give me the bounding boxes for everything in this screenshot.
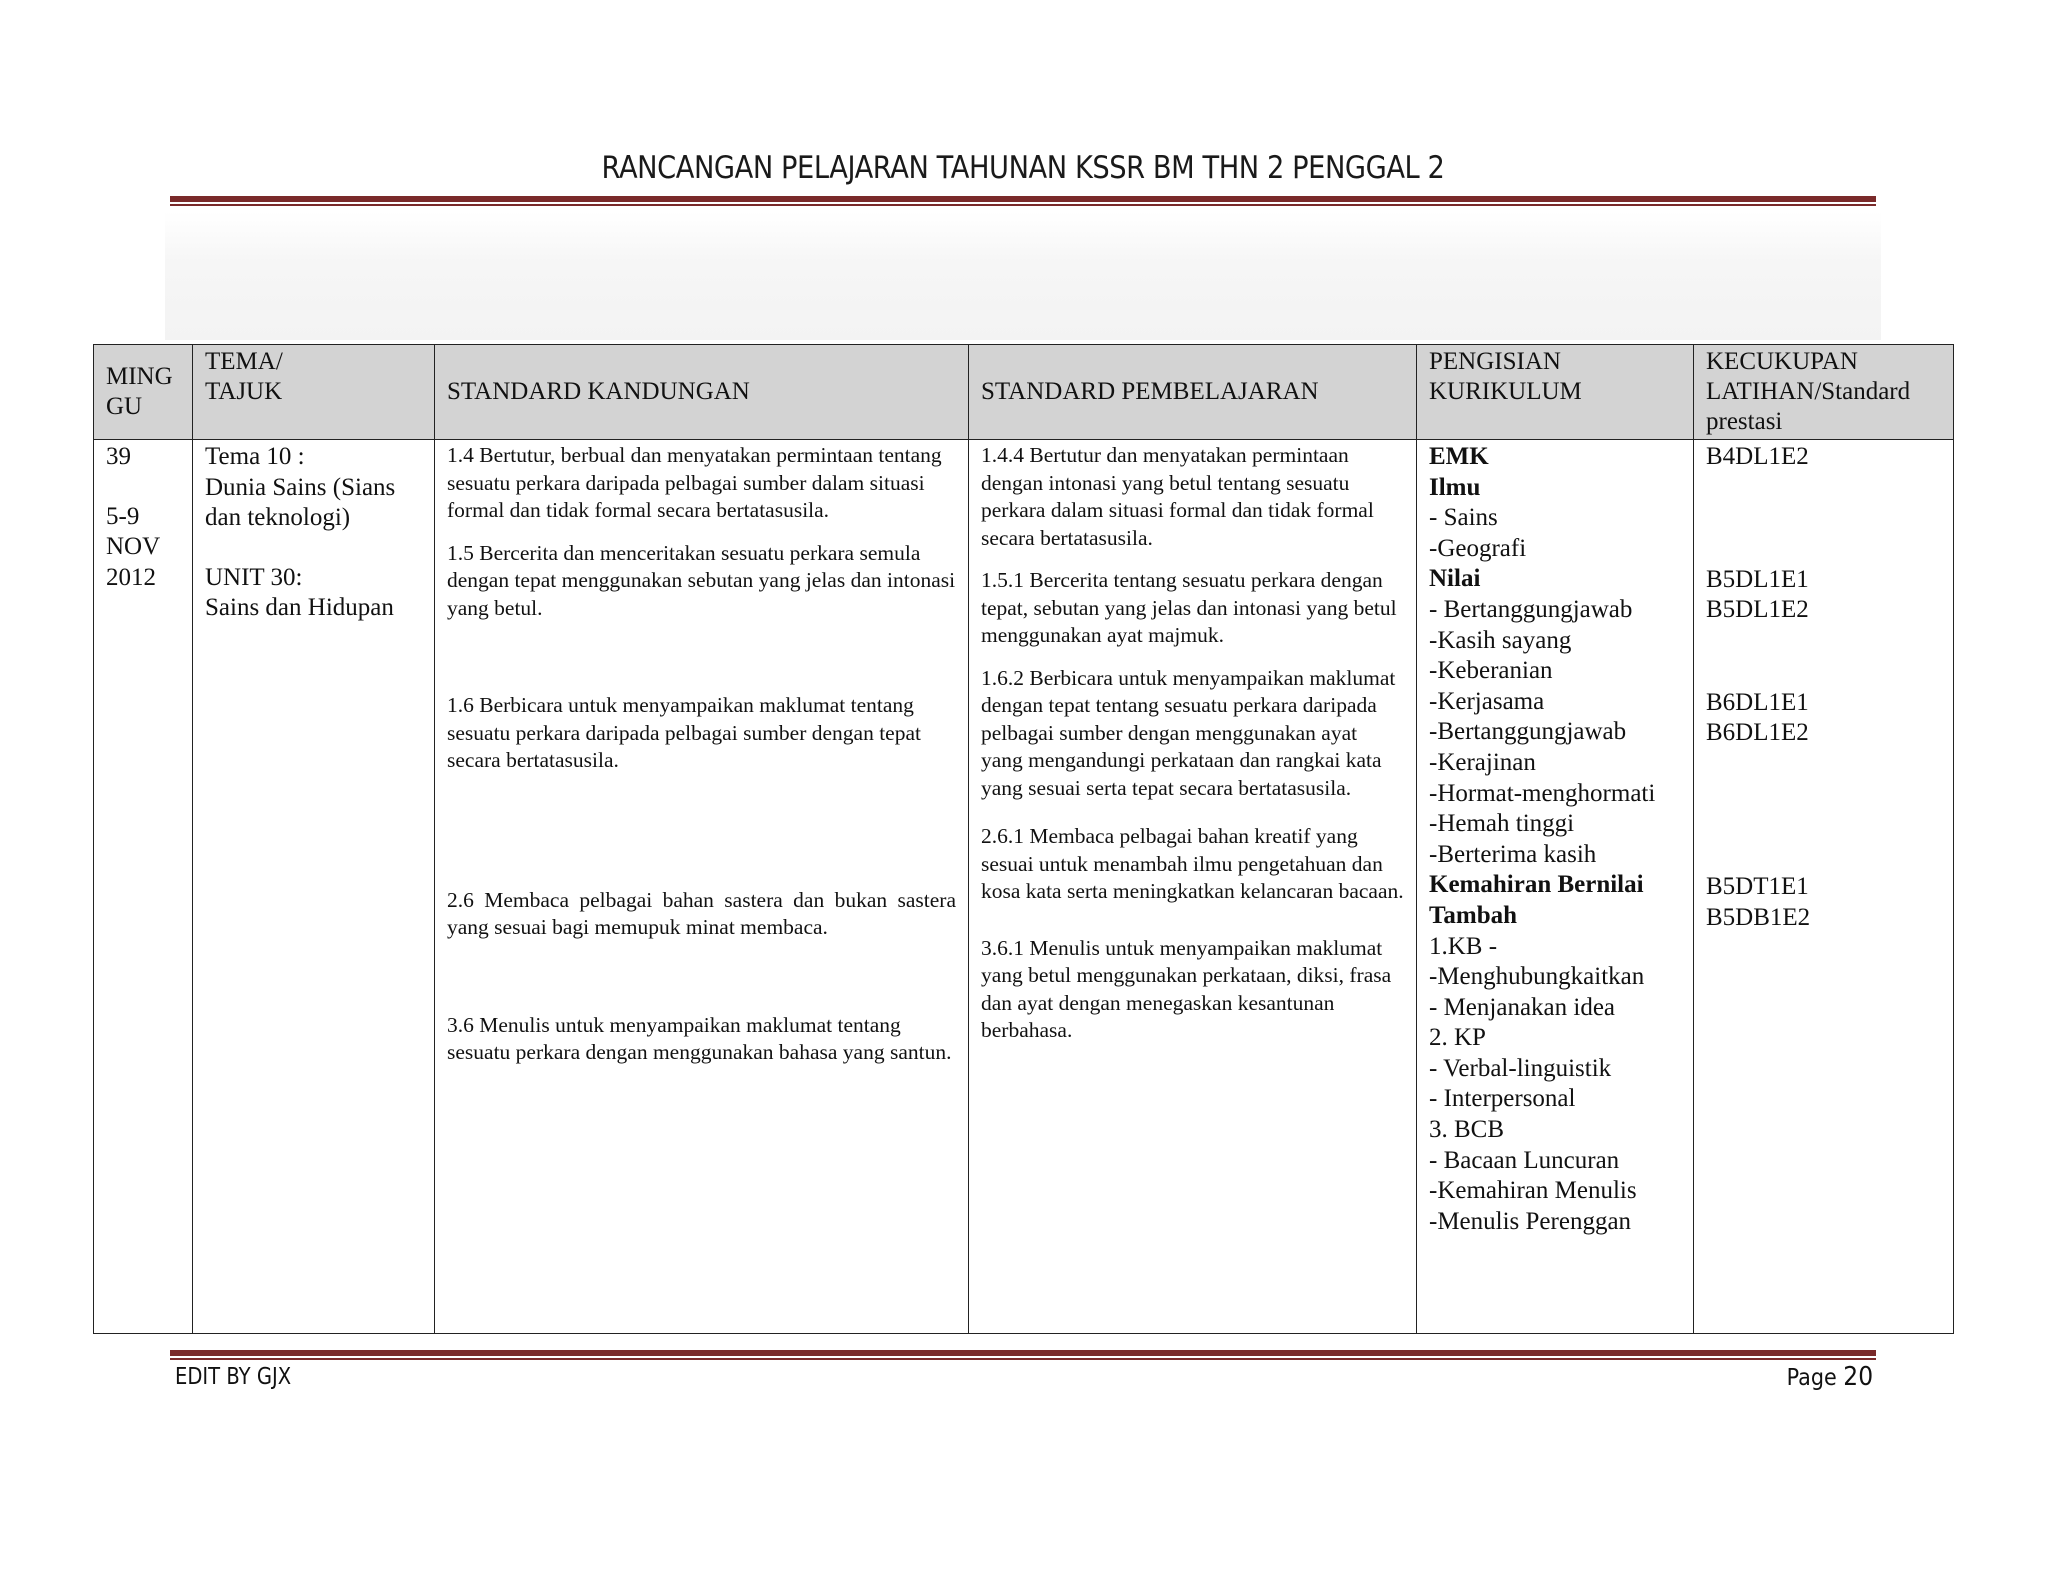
sp-item: 1.6.2 Berbicara untuk menyampaikan maklumat dengan tepat tentang sesuatu perkara daripada pelbagai sumber dengan menggunakan ayat yang mengandungi perkataan dan rangkai kata yang sesuai serta tepat secara bertatasusila. [981,665,1396,800]
page-label: Page [1786,1365,1837,1391]
table-row [94,440,1954,1334]
standard-prestasi-code: B5DL1E1 B5DL1E2 [1706,565,1809,624]
cell-pengisian-kurikulum [1417,440,1694,1334]
standard-prestasi-code: B6DL1E1 B6DL1E2 [1706,688,1809,747]
footer-author: EDIT BY GJX [175,1364,292,1390]
page-title: RANCANGAN PELAJARAN TAHUNAN KSSR BM THN 2 PENGGAL 2 [601,150,1445,186]
col-header-standard-pembelajaran: STANDARD PEMBELAJARAN [969,345,1417,440]
kbt-heading: Kemahiran Bernilai Tambah [1429,871,1644,929]
ilmu-list: - Sains -Geografi [1429,504,1527,562]
header-shade-band [165,212,1881,340]
footer-rule [170,1350,1876,1360]
standard-prestasi-code: B4DL1E2 [1706,443,1809,470]
lesson-plan-table [93,344,1954,1334]
cell-standard-kandungan [435,440,969,1334]
col-header-minggu: MING GU [94,345,193,440]
col-header-pengisian-kurikulum: PENGISIAN KURIKULUM [1417,345,1694,440]
nilai-list: - Bertanggungjawab -Kasih sayang -Keberanian -Kerjasama -Bertanggungjawab -Kerajinan -Hormat-menghormati -Hemah tinggi -Berterima kasih [1429,595,1656,868]
col-header-tema: TEMA/ TAJUK [193,345,435,440]
unit-text: UNIT 30: Sains dan Hidupan [205,563,394,622]
page-number [1787,1362,1873,1392]
sp-item: 2.6.1 Membaca pelbagai bahan kreatif yang sesuai untuk menambah ilmu pengetahuan dan kosa kata serta meningkatkan kelancaran bacaan. [981,824,1404,903]
sk-item: 2.6 Membaca pelbagai bahan sastera dan bukan sastera yang sesuai bagi memupuk minat membaca. [447,887,956,939]
cell-tema [193,440,435,1334]
week-dates: 5-9 NOV 2012 [106,502,161,591]
col-header-kecukupan-latihan: KECUKUPAN LATIHAN/Standard prestasi [1694,345,1954,440]
table-header-row [94,345,1954,440]
emk-heading: EMK [1429,443,1489,470]
cell-minggu [94,440,193,1334]
sk-item: 1.4 Bertutur, berbual dan menyatakan permintaan tentang sesuatu perkara daripada pelbagai sumber dalam situasi formal dan tidak formal secara bertatasusila. [447,443,942,522]
sp-item: 3.6.1 Menulis untuk menyampaikan maklumat yang betul menggunakan perkataan, diksi, frasa dan ayat dengan menegaskan kesantunan berbahasa. [981,935,1392,1042]
standard-prestasi-code: B5DT1E1 B5DB1E2 [1706,872,1811,931]
sk-item: 1.6 Berbicara untuk menyampaikan maklumat tentang sesuatu perkara daripada pelbagai sumber dengan tepat secara bertatasusila. [447,693,921,772]
cell-kecukupan-latihan [1694,440,1954,1334]
theme-text: Tema 10 : Dunia Sains (Sians dan teknologi) [205,443,396,532]
sp-item: 1.5.1 Bercerita tentang sesuatu perkara dengan tepat, sebutan yang jelas dan intonasi yang betul menggunakan ayat majmuk. [981,568,1397,647]
sk-item: 1.5 Bercerita dan menceritakan sesuatu perkara semula dengan tepat menggunakan sebutan yang jelas dan intonasi yang betul. [447,540,956,620]
sp-item: 1.4.4 Bertutur dan menyatakan permintaan dengan intonasi yang betul tentang sesuatu perkara dalam situasi formal dan tidak formal secara bertatasusila. [981,443,1374,550]
page-number-value: 20 [1843,1362,1873,1392]
sk-item: 3.6 Menulis untuk menyampaikan maklumat tentang sesuatu perkara dengan menggunakan bahasa yang santun. [447,1012,952,1064]
ilmu-heading: Ilmu [1429,473,1481,501]
nilai-heading: Nilai [1429,565,1481,593]
col-header-standard-kandungan: STANDARD KANDUNGAN [435,345,969,440]
week-number: 39 [106,443,131,470]
cell-standard-pembelajaran [969,440,1417,1334]
kbt-list: 1.KB - -Menghubungkaitkan - Menjanakan idea 2. KP - Verbal-linguistik - Interpersonal 3. BCB - Bacaan Luncuran -Kemahiran Menulis -Menulis Perenggan [1429,932,1645,1235]
header-rule [170,196,1876,206]
